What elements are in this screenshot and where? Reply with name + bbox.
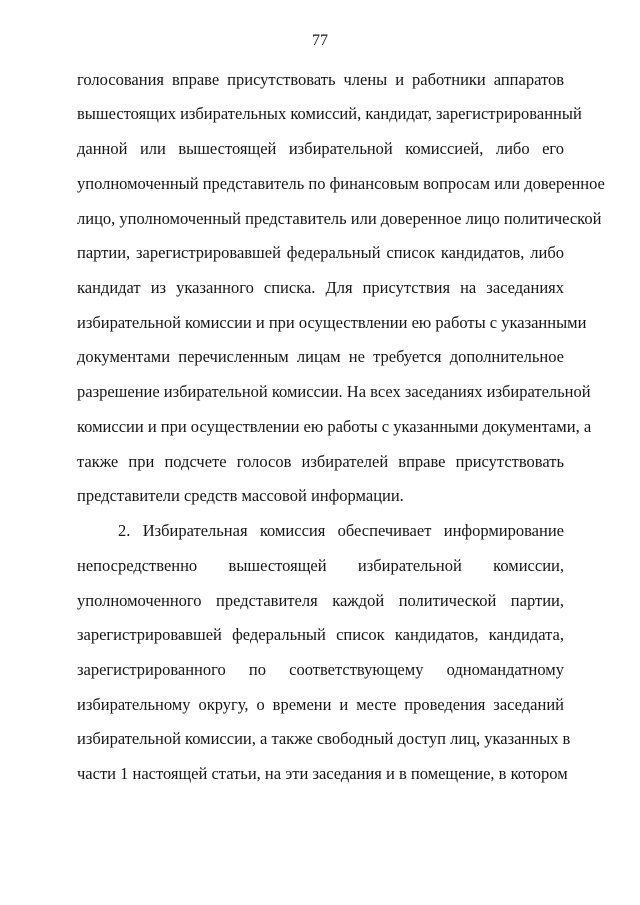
text-line: зарегистрировавшей федеральный список кандидатов, кандидата, — [77, 625, 564, 644]
text-line: вышестоящих избирательных комиссий, кандидат, зарегистрированный — [77, 104, 582, 123]
text-line: лицо, уполномоченный представитель или доверенное лицо политической — [77, 209, 602, 228]
text-line-paragraph-end: представители средств массовой информации. — [77, 486, 404, 505]
text-line: комиссии и при осуществлении ею работы с указанными документами, а — [77, 417, 592, 436]
text-line: голосования вправе присутствовать члены и работники аппаратов — [77, 70, 564, 89]
text-line: документами перечисленным лицам не требуется дополнительное — [77, 347, 564, 366]
text-line: зарегистрированного по соответствующему одномандатному — [77, 660, 564, 679]
text-line: избирательной комиссии и при осуществлении ею работы с указанными — [77, 313, 587, 332]
page-number: 77 — [312, 32, 328, 49]
text-line: уполномоченный представитель по финансовым вопросам или доверенное — [77, 174, 605, 193]
paragraph-2-first-line: 2. Избирательная комиссия обеспечивает информирование — [118, 521, 564, 540]
text-line: кандидат из указанного списка. Для присутствия на заседаниях — [77, 278, 564, 297]
text-line: также при подсчете голосов избирателей вправе присутствовать — [77, 452, 564, 471]
text-line: части 1 настоящей статьи, на эти заседания и в помещение, в котором — [77, 764, 568, 783]
text-line: партии, зарегистрировавшей федеральный список кандидатов, либо — [77, 243, 564, 262]
text-line: данной или вышестоящей избирательной комиссией, либо его — [77, 139, 564, 158]
text-line: непосредственно вышестоящей избирательной комиссии, — [77, 556, 564, 575]
text-line: уполномоченного представителя каждой политической партии, — [77, 591, 564, 610]
text-line: избирательной комиссии, а также свободный доступ лиц, указанных в — [77, 729, 571, 748]
text-line: избирательному округу, о времени и месте проведения заседаний — [77, 695, 564, 714]
text-line: разрешение избирательной комиссии. На всех заседаниях избирательной — [77, 382, 591, 401]
